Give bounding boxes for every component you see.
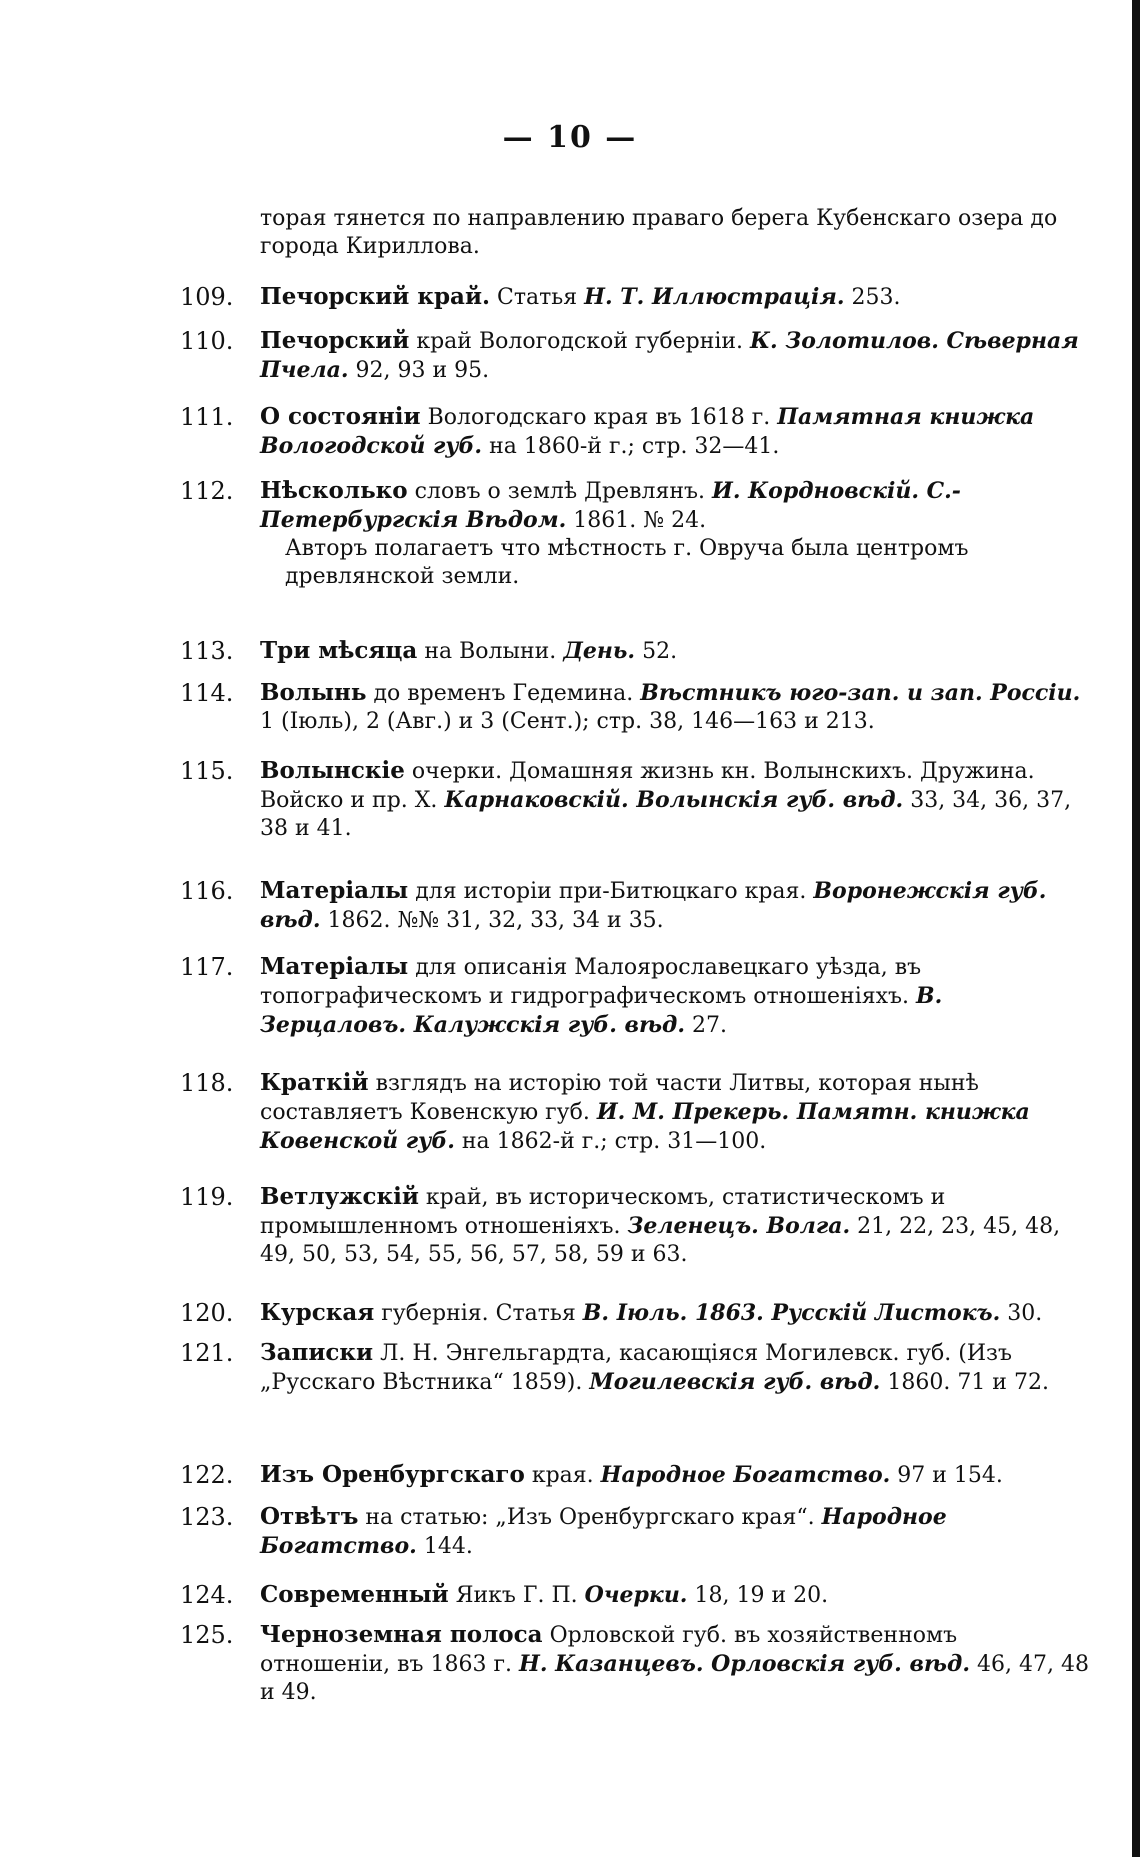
entry-112 [180, 476, 1090, 592]
entry-number: 115. [180, 757, 234, 785]
entry-number: 112. [180, 477, 234, 505]
entry-119 [180, 1182, 1090, 1269]
entry-number: 118. [180, 1069, 234, 1097]
entry-number: 114. [180, 679, 234, 707]
entry-125 [180, 1620, 1090, 1707]
entry-lead: Отвѣтъ [260, 1503, 359, 1530]
entry-number: 109. [180, 283, 234, 311]
entry-124 [180, 1580, 1090, 1610]
entry-text: край Вологодской губерніи. [416, 329, 744, 354]
entry-continuation [185, 205, 1090, 261]
entry-text: Статья [497, 285, 578, 310]
entry-lead: Ветлужскій [260, 1183, 419, 1210]
entry-text: взглядъ на исторію той части Литвы, которая нынѣ составляетъ Ковенскую губ. [260, 1071, 979, 1126]
entry-ref: на 1860-й г.; стр. 32—41. [489, 434, 780, 460]
entry-text: словъ о землѣ Древлянъ. [414, 479, 706, 504]
entry-text: на статью: „Изъ Оренбургскаго края“. [365, 1505, 815, 1530]
entry-note: Авторъ полагаетъ что мѣстность г. Овруча была центромъ древлянской земли. [285, 536, 969, 590]
entry-lead: Современный [260, 1581, 449, 1608]
entry-source: Н. Т. Иллюстрація. [584, 284, 845, 310]
entry-source: Вѣстникъ юго-зап. и зап. Россіи. [640, 680, 1081, 706]
entry-text: Яикъ Г. П. [455, 1583, 578, 1608]
entry-source: Очерки. [584, 1582, 688, 1608]
entry-123 [180, 1502, 1090, 1561]
entry-ref: 253. [851, 285, 901, 310]
entry-text: до временъ Гедемина. [373, 681, 634, 706]
entry-109 [180, 282, 1090, 312]
entry-ref: 52. [642, 639, 678, 664]
entry-lead: Черноземная полоса [260, 1621, 543, 1648]
entry-ref: 18, 19 и 20. [694, 1583, 829, 1608]
entry-lead: Печорский край. [260, 283, 491, 310]
entry-text: край, въ историческомъ, статистическомъ и промышленномъ отношеніяхъ. [260, 1185, 946, 1240]
entry-ref: 21, 22, 23, 45, 48, 49, 50, 53, 54, 55, 56, 57, 58, 59 и 63. [260, 1214, 1061, 1268]
entry-source: В. Іюль. 1863. Русскій Листокъ. [582, 1300, 1001, 1326]
entry-source: Зеленецъ. Волга. [627, 1213, 851, 1240]
entry-lead: Печорский [260, 327, 410, 354]
entry-text: Орловской губ. въ хозяйственномъ отношеніи, въ 1863 г. [260, 1623, 958, 1678]
entry-lead: Краткій [260, 1069, 369, 1096]
entry-number: 110. [180, 327, 234, 355]
entry-number: 122. [180, 1461, 234, 1489]
entry-source: День. [563, 638, 636, 664]
entry-number: 111. [180, 403, 234, 431]
entry-122 [180, 1460, 1090, 1490]
page-edge-rule [1132, 0, 1140, 1857]
entry-ref: 33, 34, 36, 37, 38 и 41. [260, 788, 1072, 842]
entry-lead: Матеріалы [260, 953, 409, 980]
entry-source: В. Зерцаловъ. Калужскія губ. вѣд. [260, 983, 943, 1039]
entry-text: для описанія Малоярославецкаго уѣзда, въ топографическомъ и гидрографическомъ отношеніяхъ. [260, 955, 922, 1010]
entry-ref: 1 (Іюль), 2 (Авг.) и 3 (Сент.); стр. 38, 146—163 и 213. [260, 709, 875, 735]
entry-lead: О состояніи [260, 403, 421, 430]
entry-111 [180, 402, 1090, 461]
entry-lead: Волынь [260, 679, 367, 706]
entry-text: Вологодскаго края въ 1618 г. [427, 405, 771, 430]
entry-120 [180, 1298, 1090, 1328]
entry-text: края. [531, 1463, 594, 1488]
entry-ref: 1861. № 24. [573, 508, 707, 534]
entry-number: 117. [180, 953, 234, 981]
entry-text: торая тянется по направлению праваго берега Кубенскаго озера до города Кириллова. [260, 206, 1058, 260]
entry-lead: Волынскіе [260, 757, 405, 784]
entry-source: Памятная книжка Вологодской губ. [260, 404, 1035, 460]
entry-number: 123. [180, 1503, 234, 1531]
entry-ref: 1860. 71 и 72. [887, 1370, 1049, 1396]
entry-text: на Волыни. [424, 639, 557, 664]
entry-number: 120. [180, 1299, 234, 1327]
entry-number: 124. [180, 1581, 234, 1609]
entry-source: Карнаковскій. Волынскія губ. вѣд. [444, 787, 904, 814]
entry-ref: 46, 47, 48 и 49. [260, 1652, 1089, 1706]
entry-number: 125. [180, 1621, 234, 1649]
entry-source: И. Кордновскій. С.-Петербургскія Вѣдом. [260, 478, 961, 534]
entry-source: Могилевскія губ. вѣд. [589, 1369, 881, 1396]
entry-source: Народное Богатство. [260, 1504, 947, 1560]
entry-lead: Матеріалы [260, 877, 409, 904]
entry-text: очерки. Домашняя жизнь кн. Волынскихъ. Дружина. Войско и пр. Х. [260, 759, 1035, 814]
entry-117 [180, 952, 1090, 1040]
entry-121 [180, 1338, 1090, 1397]
entry-110 [180, 326, 1090, 385]
entry-text: для исторіи при-Битюцкаго края. [415, 879, 807, 904]
entry-text: губернія. Статья [381, 1301, 576, 1326]
entry-source: И. М. Прекерь. Памятн. книжка Ковенской губ. [260, 1099, 1030, 1155]
entry-114 [180, 678, 1090, 736]
entry-ref: на 1862-й г.; стр. 31—100. [461, 1129, 767, 1155]
entry-lead: Изъ Оренбургскаго [260, 1461, 525, 1488]
entry-113 [180, 636, 1090, 666]
entry-text: Л. Н. Энгельгардта, касающіяся Могилевск. губ. (Изъ „Русскаго Вѣстника“ 1859). [260, 1341, 1013, 1396]
entry-source: Народное Богатство. [600, 1462, 891, 1488]
entry-ref: 1862. №№ 31, 32, 33, 34 и 35. [327, 908, 664, 934]
entry-source: Воронежскія губ. вѣд. [260, 878, 1047, 934]
entry-lead: Нѣсколько [260, 477, 408, 504]
entry-ref: 30. [1007, 1301, 1043, 1326]
entry-number: 121. [180, 1339, 234, 1367]
entry-ref: 97 и 154. [897, 1463, 1003, 1488]
entry-lead: Курская [260, 1299, 375, 1326]
entry-source: К. Золотилов. Сѣверная Пчела. [260, 328, 1079, 384]
entry-number: 113. [180, 637, 234, 665]
entry-116 [180, 876, 1090, 935]
entry-118 [180, 1068, 1090, 1156]
entry-number: 116. [180, 877, 234, 905]
entry-ref: 144. [423, 1534, 473, 1560]
entry-source: Н. Казанцевъ. Орловскія губ. вѣд. [519, 1651, 970, 1678]
page-number: — 10 — [502, 120, 638, 155]
entry-115 [180, 756, 1090, 843]
entry-lead: Три мѣсяца [260, 637, 418, 664]
entry-ref: 27. [692, 1013, 728, 1039]
entry-ref: 92, 93 и 95. [355, 358, 490, 384]
entry-number: 119. [180, 1183, 234, 1211]
entry-lead: Записки [260, 1339, 374, 1366]
